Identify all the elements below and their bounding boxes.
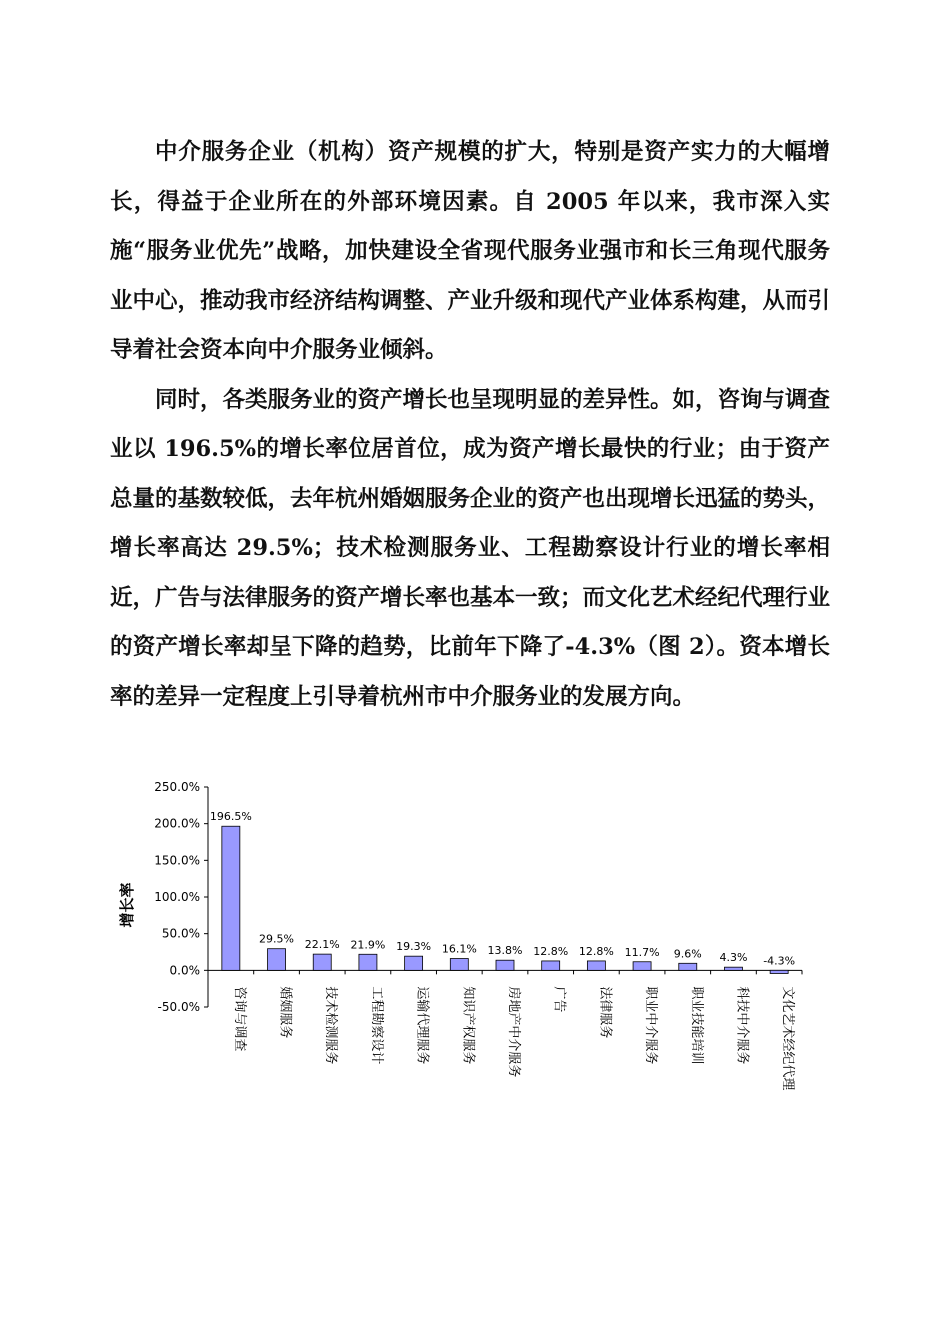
category-label: 运输代理服务 (414, 986, 430, 1065)
y-tick-label: 200.0% (154, 816, 200, 831)
bar-2 (313, 954, 331, 970)
y-tick-label: -50.0% (157, 1000, 200, 1014)
paragraph-asset-scale: 中介服务企业（机构）资产规模的扩大，特别是资产实力的大幅增长，得益于企业所在的外部环境因素。自 2005 年以来，我市深入实施“服务业优先”战略，加快建设全省现代服务业强市和长三角现代服务业中心，推动我市经济结构调整、产业升级和现代产业体系构建，从而引导着社会资本向中介服务业倾斜。 (110, 139, 831, 363)
data-label: 19.3% (396, 940, 432, 954)
bar-10 (679, 963, 697, 970)
y-tick-label: 50.0% (161, 926, 200, 941)
y-tick-label: 250.0% (154, 780, 200, 794)
data-label: 9.6% (673, 947, 702, 961)
y-tick-label: 100.0% (154, 890, 200, 904)
bar-9 (633, 962, 651, 971)
bar-6 (496, 960, 514, 970)
category-label: 工程勘察设计 (368, 986, 384, 1065)
y-axis-title: 增长率 (118, 882, 136, 928)
bar-chart-svg (110, 775, 830, 1135)
category-label: 法律服务 (597, 986, 613, 1039)
bar-12 (770, 970, 788, 973)
bar-8 (587, 961, 605, 970)
data-label: 12.8% (533, 944, 569, 958)
bar-4 (405, 956, 423, 970)
category-label: 房地产中介服务 (506, 986, 521, 1078)
category-label: 知识产权服务 (460, 986, 476, 1065)
growth-rate-chart (110, 775, 830, 1135)
data-label: 16.1% (441, 942, 477, 956)
bar-3 (359, 954, 377, 970)
category-label: 文化艺术经纪代理 (780, 986, 796, 1091)
category-label: 职业技能培训 (688, 986, 704, 1065)
bar-1 (268, 949, 286, 971)
bar-7 (542, 961, 560, 970)
data-label: 13.8% (487, 944, 523, 958)
category-label: 技术检测服务 (323, 986, 339, 1065)
data-label: 22.1% (304, 938, 340, 952)
bar-11 (724, 967, 742, 970)
y-tick-label: 0.0% (169, 963, 200, 978)
bar-0 (222, 826, 240, 970)
data-label: 21.9% (350, 938, 386, 952)
category-label: 广告 (551, 986, 567, 1013)
data-label: 196.5% (209, 810, 252, 824)
data-label: 4.3% (719, 951, 748, 965)
category-label: 科技中介服务 (734, 986, 750, 1065)
bar-5 (450, 959, 468, 971)
paragraph-growth-difference: 同时，各类服务业的资产增长也呈现明显的差异性。如，咨询与调查业以 196.5%的增长率位居首位，成为资产增长最快的行业；由于资产总量的基数较低，去年杭州婚姻服务企业的资产也出现增长迅猛的势头，增长率高达 29.5%；技术检测服务业、工程勘察设计行业的增长率相近，广告与法律服务的资产增长率也基本一致；而文化艺术经纪代理行业的资产增长率却呈下降的趋势，比前年下降了-4.3%（图 2）。资本增长率的差异一定程度上引导着杭州市中介服务业的发展方向。 (110, 386, 831, 710)
category-label: 职业中介服务 (643, 986, 659, 1065)
data-label: 29.5% (259, 932, 295, 946)
data-label: -4.3% (763, 954, 796, 968)
data-label: 11.7% (624, 945, 660, 959)
y-tick-label: 150.0% (154, 853, 200, 868)
category-label: 咨询与调查 (231, 986, 247, 1052)
category-label: 婚姻服务 (277, 986, 293, 1039)
data-label: 12.8% (578, 944, 614, 958)
body-text (110, 128, 830, 722)
